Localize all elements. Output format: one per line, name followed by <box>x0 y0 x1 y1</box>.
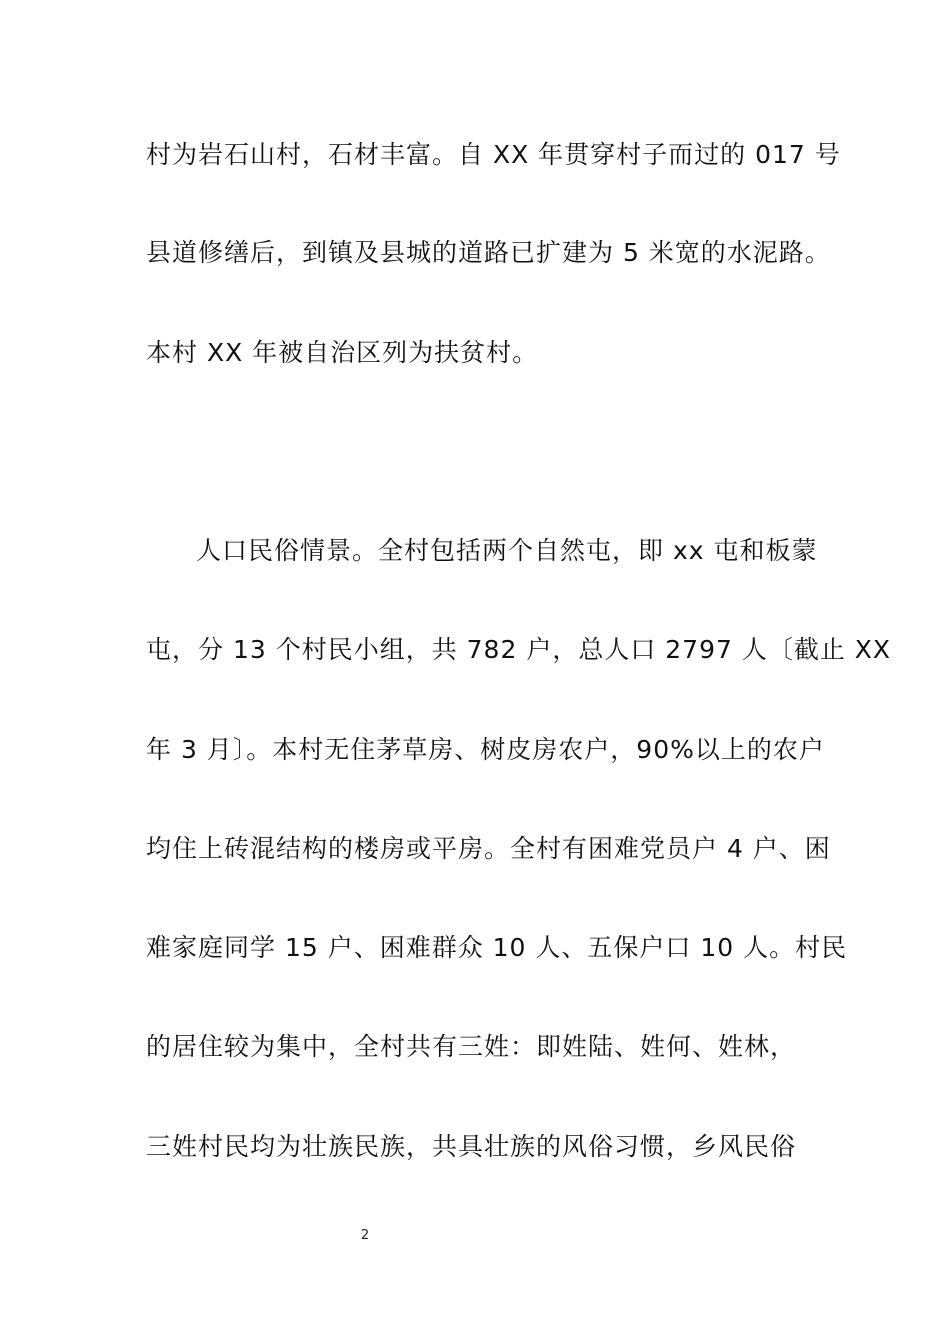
paragraph2-line2: 屯，分 13 个村民小组，共 782 户，总人口 2797 人〔截止 XX <box>146 635 892 664</box>
paragraph2-line6: 的居住较为集中，全村共有三姓：即姓陆、姓何、姓林， <box>146 1032 797 1061</box>
paragraph1-line2: 县道修缮后，到镇及县城的道路已扩建为 5 米宽的水泥路。 <box>146 238 831 267</box>
paragraph1-line1: 村为岩石山村，石材丰富。自 XX 年贯穿村子而过的 017 号 <box>146 140 841 169</box>
page-number: 2 <box>360 1228 370 1243</box>
paragraph2-line3: 年 3 月〕。本村无住茅草房、树皮房农户，90%以上的农户 <box>146 735 825 764</box>
paragraph1-line3: 本村 XX 年被自治区列为扶贫村。 <box>146 338 539 367</box>
paragraph2-line1: 人口民俗情景。全村包括两个自然屯，即 xx 屯和板蒙 <box>196 536 818 565</box>
paragraph2-line7: 三姓村民均为壮族民族，共具壮族的风俗习惯，乡风民俗 <box>146 1132 797 1161</box>
paragraph2-line4: 均住上砖混结构的楼房或平房。全村有困难党员户 4 户、困 <box>146 834 831 863</box>
paragraph2-line5: 难家庭同学 15 户、困难群众 10 人、五保户口 10 人。村民 <box>146 933 848 962</box>
